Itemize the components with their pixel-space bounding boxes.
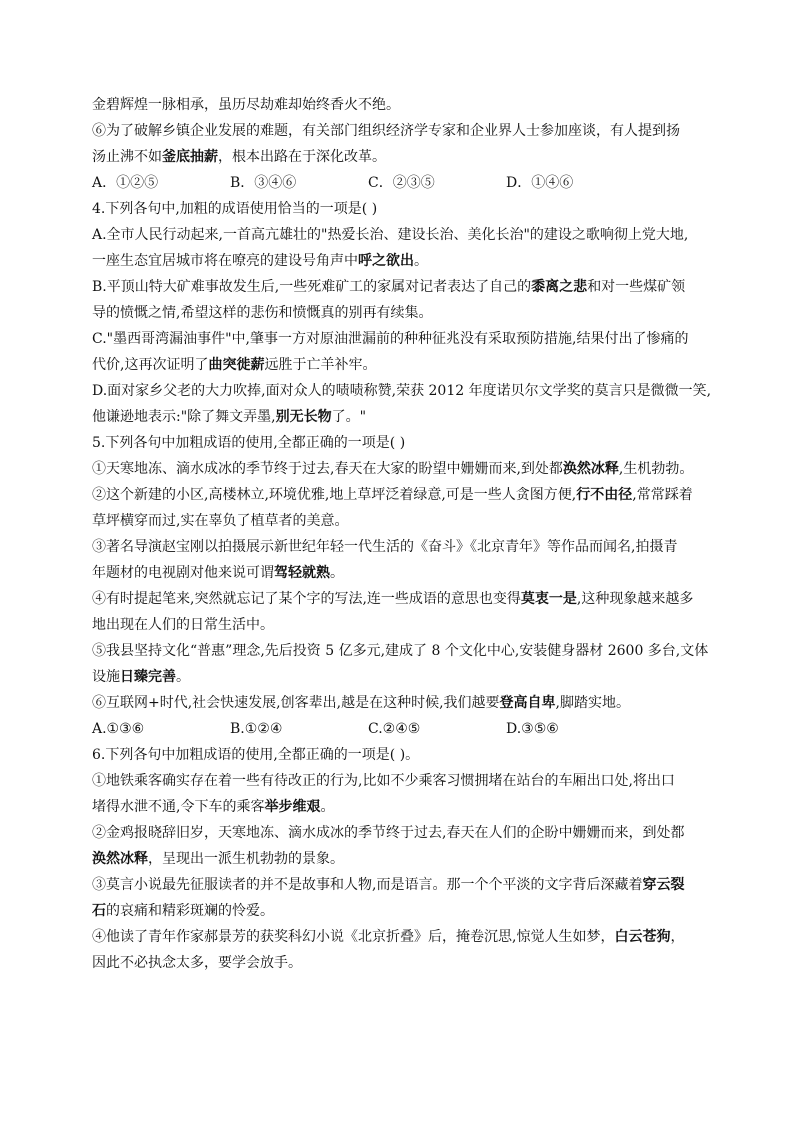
- bold-idiom: 行不由径: [576, 487, 633, 503]
- text-segment: 。: [414, 253, 428, 269]
- answer-option: B.①②④: [230, 721, 283, 737]
- bold-idiom: 涣然冰释: [562, 461, 619, 477]
- text-segment: ①地铁乘客确实存在着一些有待改正的行为,比如不少乘客习惯拥堵在站台的车厢出口处,将出口: [92, 773, 675, 789]
- text-segment: ,脚踏实地。: [555, 695, 630, 711]
- text-segment: 了。": [331, 409, 367, 425]
- text-segment: ③莫言小说最先征服读者的并不是故事和人物,而是语言。那一个个平淡的文字背后深藏着: [92, 877, 643, 893]
- bold-idiom: 黍离之悲: [531, 279, 588, 295]
- text-line: [92, 378, 712, 404]
- text-line: [92, 248, 712, 274]
- text-segment: 导的愤慨之情,希望这样的悲伤和愤慨真的别再有续集。: [92, 305, 433, 321]
- text-segment: ①天寒地冻、滴水成冰的季节终于过去,春天在大家的盼望中姗姗而来,到处都: [92, 461, 563, 477]
- answer-option: B．③④⑥: [230, 175, 297, 191]
- bold-idiom: 驾轻就熟: [274, 565, 330, 581]
- text-segment: 地出现在人们的日常生活中。: [92, 617, 274, 633]
- bold-idiom: 呼之欲出: [358, 253, 414, 269]
- answer-option: D.③⑤⑥: [506, 721, 559, 737]
- text-line: [92, 222, 712, 248]
- text-line: [92, 872, 712, 898]
- bold-idiom: 穿云裂: [642, 877, 685, 893]
- text-line: [92, 638, 712, 664]
- text-segment: ,这种现象越来越多: [576, 591, 694, 607]
- text-line: [92, 404, 712, 430]
- text-segment: 代价,这再次证明了: [92, 357, 209, 373]
- bold-idiom: 别无长物: [275, 409, 332, 425]
- answer-option: C.②④⑤: [368, 721, 421, 737]
- text-segment: 因此不必执念太多，要学会放手。: [92, 955, 302, 971]
- text-segment: 远胜于亡羊补牢。: [264, 357, 377, 373]
- bold-idiom: 登高自卑: [499, 695, 556, 711]
- text-segment: ,生机勃勃。: [618, 461, 694, 477]
- text-segment: ⑤我县坚持文化“普惠”理念,先后投资 5 亿多元,建成了 8 个文化中心,安装健身器材 2600 多台,文体: [92, 643, 709, 659]
- text-line: [92, 118, 712, 144]
- text-segment: 他谦逊地表示:"除了舞文弄墨,: [92, 409, 276, 425]
- bold-idiom: 石: [92, 903, 106, 919]
- bold-idiom: 涣然冰释: [92, 851, 148, 867]
- text-line: [92, 430, 712, 456]
- text-line: [92, 534, 712, 560]
- text-line: [92, 144, 712, 170]
- text-line: [92, 456, 712, 482]
- text-segment: 和对一些煤矿领: [587, 279, 686, 295]
- text-segment: ⑥互联网+时代,社会快速发展,创客辈出,越是在这种时候,我们越要: [92, 695, 500, 711]
- text-line: [92, 560, 712, 586]
- text-line: [92, 326, 712, 352]
- text-segment: 设施: [92, 669, 120, 685]
- text-line: [92, 482, 712, 508]
- text-line: [92, 352, 712, 378]
- text-line: [92, 664, 712, 690]
- text-segment: A.全市人民行动起来,一首高亢雄壮的"热爱长治、建设长治、美化长治"的建设之歌响彻上党大地,: [92, 227, 689, 243]
- bold-idiom: 釜底抽薪: [162, 149, 218, 165]
- text-segment: ②金鸡报晓辞旧岁，天寒地冻、滴水成冰的季节终于过去,春天在人们的企盼中姗姗而来，到处都: [92, 825, 685, 841]
- text-line: [92, 820, 712, 846]
- bold-idiom: 举步维艰: [264, 799, 321, 815]
- text-segment: B.平顶山特大矿难事故发生后,一些死难矿工的家属对记者表达了自己的: [92, 279, 532, 295]
- text-segment: ，呈现出一派生机勃勃的景象。: [148, 851, 344, 867]
- text-line: [92, 950, 712, 976]
- text-line: [92, 898, 712, 924]
- text-line: [92, 612, 712, 638]
- text-line: [92, 768, 712, 794]
- text-segment: 一座生态宜居城市将在嘹亮的建设号角声中: [92, 253, 358, 269]
- answer-option: A.①③⑥: [92, 721, 145, 737]
- text-line: [92, 586, 712, 612]
- text-line: [92, 508, 712, 534]
- text-line: [92, 742, 712, 768]
- text-segment: 草坪横穿而过,实在辜负了植草者的美意。: [92, 513, 349, 529]
- text-line: [92, 690, 712, 716]
- text-segment: 。: [176, 669, 190, 685]
- text-segment: ④他读了青年作家郝景芳的获奖科幻小说《北京折叠》后，掩卷沉思,惊觉人生如梦，: [92, 929, 615, 945]
- text-segment: 年题材的电视剧对他来说可谓: [92, 565, 274, 581]
- text-segment: 汤止沸不如: [92, 149, 162, 165]
- text-line: [92, 300, 712, 326]
- text-segment: 金碧辉煌一脉相承，虽历尽劫难却始终香火不绝。: [92, 97, 400, 113]
- text-segment: 。: [330, 565, 344, 581]
- text-segment: ②这个新建的小区,高楼林立,环境优雅,地上草坪泛着绿意,可是一些人贪图方便,: [92, 487, 577, 503]
- text-segment: 5.下列各句中加粗成语的使用,全都正确的一项是( ): [92, 435, 406, 451]
- document-body: [92, 92, 712, 976]
- text-segment: 6.下列各句中加粗成语的使用,全都正确的一项是( )。: [92, 747, 420, 763]
- text-line: [92, 274, 712, 300]
- text-segment: ⑥为了破解乡镇企业发展的难题，有关部门组织经济学专家和企业界人士参加座谈，有人提到扬: [92, 123, 680, 139]
- text-segment: ③著名导演赵宝刚以拍摄展示新世纪年轻一代生活的《奋斗》《北京青年》等作品而闻名,拍摄青: [92, 539, 678, 555]
- text-line: [92, 846, 712, 872]
- text-segment: ，根本出路在于深化改革。: [218, 149, 386, 165]
- text-line: [92, 924, 712, 950]
- text-line: [92, 196, 712, 222]
- text-line: [92, 794, 712, 820]
- text-line: [92, 92, 712, 118]
- text-segment: ④有时提起笔来,突然就忘记了某个字的写法,连一些成语的意思也变得: [92, 591, 521, 607]
- answer-option: A．①②⑤: [92, 175, 159, 191]
- text-segment: ,常常踩着: [632, 487, 693, 503]
- answer-options: [92, 170, 712, 196]
- bold-idiom: 莫衷一是: [520, 591, 577, 607]
- bold-idiom: 曲突徙薪: [208, 357, 265, 373]
- text-segment: D.面对家乡父老的大力吹捧,面对众人的啧啧称赞,荣获 2012 年度诺贝尔文学奖的莫言只是微微一笑,: [92, 383, 712, 399]
- text-segment: ，: [670, 929, 685, 945]
- text-segment: 。: [320, 799, 335, 815]
- text-segment: 堵得水泄不通,令下车的乘客: [92, 799, 265, 815]
- text-segment: 4.下列各句中,加粗的成语使用恰当的一项是( ): [92, 201, 378, 217]
- text-segment: 的哀痛和精彩斑斓的怜爱。: [106, 903, 274, 919]
- answer-option: C．②③⑤: [368, 175, 435, 191]
- answer-option: D．①④⑥: [506, 175, 574, 191]
- bold-idiom: 白云苍狗: [614, 929, 671, 945]
- bold-idiom: 日臻完善: [120, 669, 176, 685]
- answer-options: [92, 716, 712, 742]
- text-segment: C."墨西哥湾漏油事件"中,肇事一方对原油泄漏前的种种征兆没有采取预防措施,结果付出了惨痛的: [92, 331, 689, 347]
